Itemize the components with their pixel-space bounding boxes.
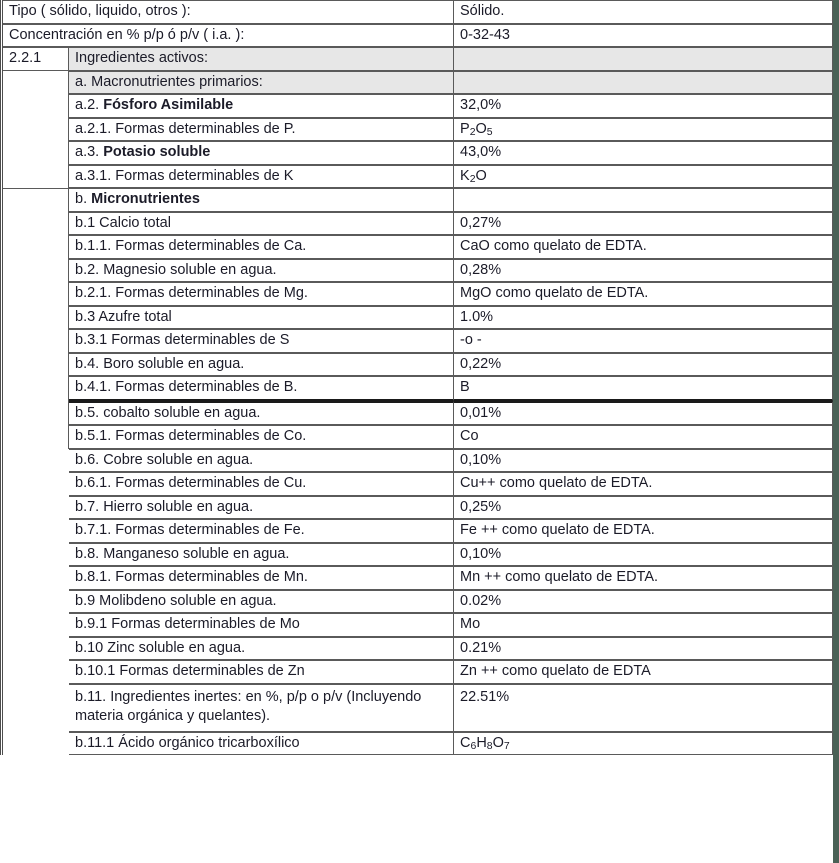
spine-cell <box>3 329 69 353</box>
row-label-text: b.4.1. Formas determinables de B. <box>75 379 298 395</box>
row-label-text: b.5. cobalto soluble en agua. <box>75 404 261 421</box>
row-value-text: MgO como quelato de EDTA. <box>460 285 649 301</box>
section-number-cell <box>3 47 69 71</box>
row-value-cell <box>454 613 833 637</box>
spine-cell <box>3 94 69 118</box>
row-value-text: Co <box>460 428 479 444</box>
row-value-cell <box>454 282 833 306</box>
row-value-text: B <box>460 379 470 395</box>
spine-cell <box>3 613 69 637</box>
spine-cell <box>3 566 69 590</box>
row-value-text: Sólido. <box>460 3 505 19</box>
row-value-cell <box>454 684 833 732</box>
table-row <box>3 543 833 567</box>
spine-cell <box>3 425 69 449</box>
row-label-text: b.3 Azufre total <box>75 308 172 325</box>
row-label-text: b.7. Hierro soluble en agua. <box>75 498 254 515</box>
row-label-cell <box>69 94 454 118</box>
row-value-cell <box>454 425 833 449</box>
row-value-cell <box>454 449 833 473</box>
row-label-cell <box>69 401 454 426</box>
row-value-text: Zn ++ como quelato de EDTA <box>460 663 651 679</box>
row-value-cell <box>454 732 833 756</box>
row-value-text: 1.0% <box>460 308 494 325</box>
spine-cell <box>3 637 69 661</box>
table-row <box>3 0 833 24</box>
row-value-cell <box>454 353 833 377</box>
row-value-cell <box>454 376 833 401</box>
row-label-text: a. Macronutrientes primarios: <box>75 73 263 90</box>
row-label-cell <box>69 329 454 353</box>
row-label-text: b.8.1. Formas determinables de Mn. <box>75 569 308 585</box>
row-value-text: -o - <box>460 332 482 348</box>
spine-cell <box>3 660 69 684</box>
row-value-cell <box>454 165 833 189</box>
spine-cell <box>3 732 69 756</box>
row-value-text: 0,25% <box>460 498 502 515</box>
table-row <box>3 732 833 756</box>
spine-cell <box>3 165 69 189</box>
row-label-text: b.9 Molibdeno soluble en agua. <box>75 592 277 609</box>
spine-cell <box>3 212 69 236</box>
table-row <box>3 141 833 165</box>
spine-cell <box>3 71 69 95</box>
row-label-cell <box>69 188 454 212</box>
row-value-cell <box>454 543 833 567</box>
row-label-text: b.10.1 Formas determinables de Zn <box>75 663 305 679</box>
row-value-cell <box>454 519 833 543</box>
row-value-text: Cu++ como quelato de EDTA. <box>460 475 653 491</box>
row-label-cell <box>69 519 454 543</box>
table-row <box>3 566 833 590</box>
row-value-text: 0.21% <box>460 639 502 656</box>
row-label-cell <box>69 543 454 567</box>
table-row <box>3 212 833 236</box>
chemical-formula: $P_2O_5$ <box>460 120 493 139</box>
table-row <box>3 118 833 142</box>
row-label-text: b.2. Magnesio soluble en agua. <box>75 261 277 278</box>
row-label-prefix: b. <box>75 191 92 207</box>
table-row <box>3 353 833 377</box>
row-label-cell <box>69 613 454 637</box>
row-label-cell <box>69 496 454 520</box>
specification-table-body <box>3 0 833 755</box>
row-label-cell <box>69 282 454 306</box>
row-value-text: Mo <box>460 616 481 632</box>
row-label-text: a.3.1. Formas determinables de K <box>75 167 294 184</box>
row-label-cell <box>69 235 454 259</box>
spine-cell <box>3 496 69 520</box>
row-label-prefix: a.2. <box>75 97 104 113</box>
table-row <box>3 94 833 118</box>
spine-cell <box>3 306 69 330</box>
row-label-text: b.11. Ingredientes inertes: en %, p/p o p/v (Incluyendo materia orgánica y quelantes). <box>75 688 422 725</box>
table-row <box>3 306 833 330</box>
row-label-text: b.7.1. Formas determinables de Fe. <box>75 522 305 538</box>
table-row <box>3 47 833 71</box>
table-row <box>3 590 833 614</box>
row-label-cell <box>69 306 454 330</box>
row-label-emphasis: Fósforo Asimilable <box>103 97 234 113</box>
spine-cell <box>3 188 69 212</box>
row-value-text: 0-32-43 <box>460 26 510 43</box>
spine-cell <box>3 141 69 165</box>
spine-cell <box>3 543 69 567</box>
row-value-text: 32,0% <box>460 97 502 113</box>
row-label-text: b.9.1 Formas determinables de Mo <box>75 616 300 632</box>
row-value-cell <box>454 212 833 236</box>
row-value-text: 0,27% <box>460 214 502 231</box>
row-value-text: 0,22% <box>460 355 502 372</box>
table-row <box>3 71 833 95</box>
row-label-cell <box>69 566 454 590</box>
table-row <box>3 259 833 283</box>
row-value-cell <box>454 259 833 283</box>
row-value-cell <box>454 590 833 614</box>
row-label-cell <box>69 376 454 401</box>
row-value-cell <box>454 306 833 330</box>
row-value-text: 22.51% <box>460 688 510 705</box>
spine-cell <box>3 519 69 543</box>
spine-cell <box>3 590 69 614</box>
row-label-cell <box>69 472 454 496</box>
table-row <box>3 24 833 48</box>
row-label-cell <box>69 425 454 449</box>
table-row <box>3 449 833 473</box>
row-value-cell <box>454 94 833 118</box>
row-value-cell <box>454 0 833 24</box>
spine-cell <box>3 449 69 473</box>
chemical-formula: $K_2O$ <box>460 167 487 186</box>
row-label-text: b.6. Cobre soluble en agua. <box>75 451 254 468</box>
row-label-cell <box>69 259 454 283</box>
row-value-cell <box>454 660 833 684</box>
section-number: 2.2.1 <box>9 50 42 66</box>
row-value-text: CaO como quelato de EDTA. <box>460 238 647 254</box>
spine-cell <box>3 684 69 732</box>
row-value-text: 0,01% <box>460 404 502 421</box>
table-row <box>3 660 833 684</box>
row-label-cell <box>69 637 454 661</box>
row-value-cell <box>454 24 833 48</box>
row-value-cell <box>454 401 833 426</box>
row-label-text: b.5.1. Formas determinables de Co. <box>75 428 307 444</box>
row-value-cell <box>454 71 833 95</box>
table-row <box>3 282 833 306</box>
table-row <box>3 472 833 496</box>
row-label-cell <box>69 141 454 165</box>
row-label-emphasis: Potasio soluble <box>103 144 211 160</box>
table-row <box>3 235 833 259</box>
row-value-text: 0,28% <box>460 261 502 278</box>
spine-cell <box>3 235 69 259</box>
table-row <box>3 637 833 661</box>
spine-cell <box>3 401 69 426</box>
row-label-text: b.1 Calcio total <box>75 214 171 231</box>
row-label-cell <box>69 212 454 236</box>
row-label-cell <box>69 684 454 732</box>
row-value-text: Fe ++ como quelato de EDTA. <box>460 522 655 538</box>
spine-cell <box>3 282 69 306</box>
row-label-text: b.10 Zinc soluble en agua. <box>75 639 246 656</box>
spine-cell <box>3 376 69 401</box>
row-value-cell <box>454 566 833 590</box>
table-row <box>3 165 833 189</box>
spine-cell <box>3 118 69 142</box>
row-label-text: b.8. Manganeso soluble en agua. <box>75 545 290 562</box>
row-label-cell <box>69 165 454 189</box>
row-label-text: b.1.1. Formas determinables de Ca. <box>75 238 307 254</box>
row-value-cell <box>454 496 833 520</box>
row-value-cell <box>454 141 833 165</box>
row-label-cell <box>69 732 454 756</box>
row-value-text: 43,0% <box>460 144 502 160</box>
row-value-text: 0,10% <box>460 451 502 468</box>
row-label-cell <box>69 660 454 684</box>
spine-cell <box>3 472 69 496</box>
table-row <box>3 376 833 401</box>
row-label-cell <box>69 47 454 71</box>
row-label-text: Tipo ( sólido, liquido, otros ): <box>9 3 191 19</box>
table-row <box>3 401 833 426</box>
row-label-cell <box>69 449 454 473</box>
row-label-cell <box>69 590 454 614</box>
table-row <box>3 329 833 353</box>
table-row <box>3 613 833 637</box>
row-label-text: b.2.1. Formas determinables de Mg. <box>75 285 308 301</box>
spine-cell <box>3 259 69 283</box>
spine-cell <box>3 353 69 377</box>
row-label-cell <box>69 353 454 377</box>
table-row <box>3 188 833 212</box>
row-value-cell <box>454 472 833 496</box>
row-label-text: b.6.1. Formas determinables de Cu. <box>75 475 307 491</box>
row-label-emphasis: Micronutrientes <box>91 191 200 207</box>
row-label-cell <box>3 0 454 24</box>
row-value-cell <box>454 118 833 142</box>
row-label-text: Ingredientes activos: <box>75 50 208 66</box>
row-value-cell <box>454 235 833 259</box>
row-value-cell <box>454 637 833 661</box>
row-label-cell <box>69 71 454 95</box>
row-label-cell <box>69 118 454 142</box>
table-row <box>3 519 833 543</box>
row-label-text: b.11.1 Ácido orgánico tricarboxílico <box>75 734 300 751</box>
page-edge-strip <box>833 0 839 863</box>
chemical-formula: $C_6H_8O_7$ <box>460 734 510 753</box>
row-label-text: b.4. Boro soluble en agua. <box>75 355 245 372</box>
row-label-text: b.3.1 Formas determinables de S <box>75 332 290 348</box>
table-row <box>3 496 833 520</box>
row-label-cell <box>3 24 454 48</box>
row-value-cell <box>454 329 833 353</box>
row-value-cell <box>454 188 833 212</box>
table-row <box>3 684 833 732</box>
row-label-text: a.2.1. Formas determinables de P. <box>75 120 296 137</box>
row-value-cell <box>454 47 833 71</box>
row-value-text: 0.02% <box>460 592 502 609</box>
row-label-text: Concentración en % p/p ó p/v ( i.a. ): <box>9 26 245 43</box>
table-row <box>3 425 833 449</box>
row-value-text: 0,10% <box>460 545 502 562</box>
row-label-prefix: a.3. <box>75 144 104 160</box>
row-value-text: Mn ++ como quelato de EDTA. <box>460 569 659 585</box>
